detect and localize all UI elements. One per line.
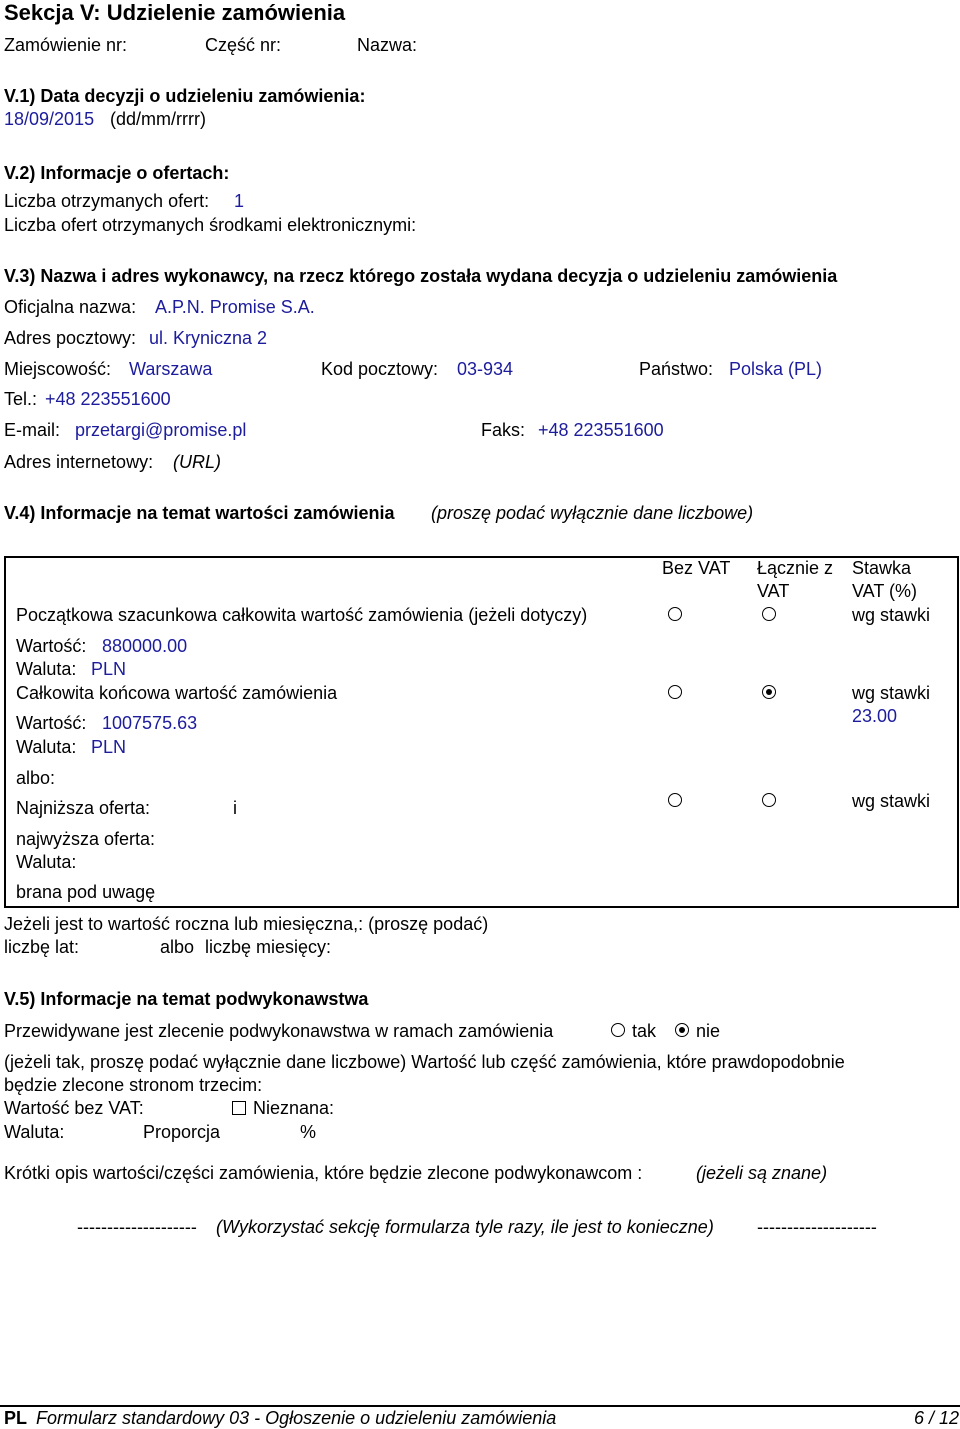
unknown-checkbox[interactable] bbox=[232, 1101, 246, 1115]
range-net-radio[interactable] bbox=[668, 793, 682, 807]
date-format: (dd/mm/rrrr) bbox=[110, 109, 206, 129]
initial-value-label: Początkowa szacunkowa całkowita wartość zamówienia (jeżeli dotyczy) bbox=[16, 605, 588, 625]
or-months-label: albo bbox=[160, 937, 195, 957]
subcontracting-yes-label: tak bbox=[632, 1021, 657, 1041]
unknown-label: Nieznana: bbox=[253, 1098, 335, 1118]
website-label: Adres internetowy: bbox=[4, 452, 154, 472]
official-name-value: A.P.N. Promise S.A. bbox=[155, 297, 315, 317]
column-rate-header-line1: Stawka bbox=[852, 558, 912, 578]
section-title: Sekcja V: Udzielenie zamówienia bbox=[4, 0, 346, 25]
initial-gross-radio[interactable] bbox=[762, 607, 776, 621]
subcontracting-no-radio[interactable] bbox=[675, 1023, 689, 1037]
range-gross-radio[interactable] bbox=[762, 793, 776, 807]
subcontracting-no-label: nie bbox=[696, 1021, 721, 1041]
v4-heading: V.4) Informacje na temat wartości zamówienia bbox=[4, 503, 395, 523]
footer-page-number: 6 / 12 bbox=[914, 1408, 960, 1428]
final-rate-label: wg stawki bbox=[852, 683, 931, 703]
percent-label: % bbox=[300, 1122, 317, 1142]
years-label: liczbę lat: bbox=[4, 937, 80, 957]
v1-heading: V.1) Data decyzji o udzieleniu zamówienia: bbox=[4, 86, 366, 106]
subcontract-currency-label: Waluta: bbox=[4, 1122, 65, 1142]
short-description-note: (jeżeli są znane) bbox=[696, 1163, 828, 1183]
subcontracting-detail-line2: będzie zlecone stronom trzecim: bbox=[4, 1075, 263, 1095]
final-amount-value: 1007575.63 bbox=[102, 713, 198, 733]
initial-currency-value: PLN bbox=[91, 659, 127, 679]
website-value: (URL) bbox=[173, 452, 221, 472]
initial-amount-value: 880000.00 bbox=[102, 636, 188, 656]
v3-heading: V.3) Nazwa i adres wykonawcy, na rzecz którego została wydana decyzja o udzieleniu zamówienia bbox=[4, 266, 838, 286]
column-net-header: Bez VAT bbox=[662, 558, 731, 578]
initial-amount-label: Wartość: bbox=[16, 636, 87, 656]
fax-value: +48 223551600 bbox=[538, 420, 664, 440]
considered-label: brana pod uwagę bbox=[16, 882, 156, 902]
column-gross-header-line2: VAT bbox=[757, 581, 790, 601]
footer-country-code: PL bbox=[4, 1408, 28, 1428]
phone-value: +48 223551600 bbox=[45, 389, 171, 409]
final-currency-label: Waluta: bbox=[16, 737, 77, 757]
final-currency-value: PLN bbox=[91, 737, 127, 757]
order-no-label: Zamówienie nr: bbox=[4, 35, 128, 55]
and-label: i bbox=[233, 798, 237, 818]
decision-date: 18/09/2015 bbox=[4, 109, 95, 129]
name-label: Nazwa: bbox=[357, 35, 418, 55]
lowest-offer-label: Najniższa oferta: bbox=[16, 798, 151, 818]
city-label: Miejscowość: bbox=[4, 359, 112, 379]
v4-note: (proszę podać wyłącznie dane liczbowe) bbox=[431, 503, 754, 523]
country-label: Państwo: bbox=[639, 359, 714, 379]
email-value[interactable]: przetargi@promise.pl bbox=[75, 420, 247, 440]
address-value: ul. Kryniczna 2 bbox=[149, 328, 268, 348]
final-rate-value: 23.00 bbox=[852, 706, 898, 726]
offers-received-label: Liczba otrzymanych ofert: bbox=[4, 191, 210, 211]
part-no-label: Część nr: bbox=[205, 35, 282, 55]
repeat-note-text: (Wykorzystać sekcję formularza tyle razy, ile jest to konieczne) bbox=[216, 1217, 714, 1237]
short-description-label: Krótki opis wartości/części zamówienia, które będzie zlecone podwykonawcom : bbox=[4, 1163, 643, 1183]
email-label: E-mail: bbox=[4, 420, 61, 440]
repeat-dashes-right: -------------------- bbox=[757, 1217, 877, 1237]
subcontracting-yes-radio[interactable] bbox=[611, 1023, 625, 1037]
range-rate-label: wg stawki bbox=[852, 791, 931, 811]
postal-code-value: 03-934 bbox=[457, 359, 514, 379]
offers-electronic-label: Liczba ofert otrzymanych środkami elektronicznymi: bbox=[4, 215, 417, 235]
footer-form-title: Formularz standardowy 03 - Ogłoszenie o udzieleniu zamówienia bbox=[36, 1408, 557, 1428]
city-value: Warszawa bbox=[129, 359, 213, 379]
final-net-radio[interactable] bbox=[668, 685, 682, 699]
highest-offer-label: najwyższa oferta: bbox=[16, 829, 156, 849]
fax-label: Faks: bbox=[481, 420, 526, 440]
offers-received-value: 1 bbox=[234, 191, 245, 211]
subcontracting-detail-line1: (jeżeli tak, proszę podać wyłącznie dane liczbowe) Wartość lub część zamówienia, które prawdopodobnie bbox=[4, 1052, 845, 1072]
initial-net-radio[interactable] bbox=[668, 607, 682, 621]
months-label: liczbę miesięcy: bbox=[205, 937, 332, 957]
range-currency-label: Waluta: bbox=[16, 852, 77, 872]
initial-currency-label: Waluta: bbox=[16, 659, 77, 679]
final-value-label: Całkowita końcowa wartość zamówienia bbox=[16, 683, 338, 703]
subcontracting-question: Przewidywane jest zlecenie podwykonawstwa w ramach zamówienia bbox=[4, 1021, 554, 1041]
final-amount-label: Wartość: bbox=[16, 713, 87, 733]
v2-heading: V.2) Informacje o ofertach: bbox=[4, 163, 230, 183]
address-label: Adres pocztowy: bbox=[4, 328, 137, 348]
phone-label: Tel.: bbox=[4, 389, 38, 409]
initial-rate-label: wg stawki bbox=[852, 605, 931, 625]
column-rate-header-line2: VAT (%) bbox=[852, 581, 918, 601]
repeat-dashes-left: -------------------- bbox=[77, 1217, 197, 1237]
annual-monthly-label: Jeżeli jest to wartość roczna lub miesięczna,: (proszę podać) bbox=[4, 914, 489, 934]
v5-heading: V.5) Informacje na temat podwykonawstwa bbox=[4, 989, 369, 1009]
final-gross-radio[interactable] bbox=[762, 685, 776, 699]
column-gross-header-line1: Łącznie z bbox=[757, 558, 834, 578]
or-label: albo: bbox=[16, 768, 56, 788]
proportion-label: Proporcja bbox=[143, 1122, 221, 1142]
postal-code-label: Kod pocztowy: bbox=[321, 359, 439, 379]
net-value-label: Wartość bez VAT: bbox=[4, 1098, 144, 1118]
country-value: Polska (PL) bbox=[729, 359, 823, 379]
official-name-label: Oficjalna nazwa: bbox=[4, 297, 137, 317]
